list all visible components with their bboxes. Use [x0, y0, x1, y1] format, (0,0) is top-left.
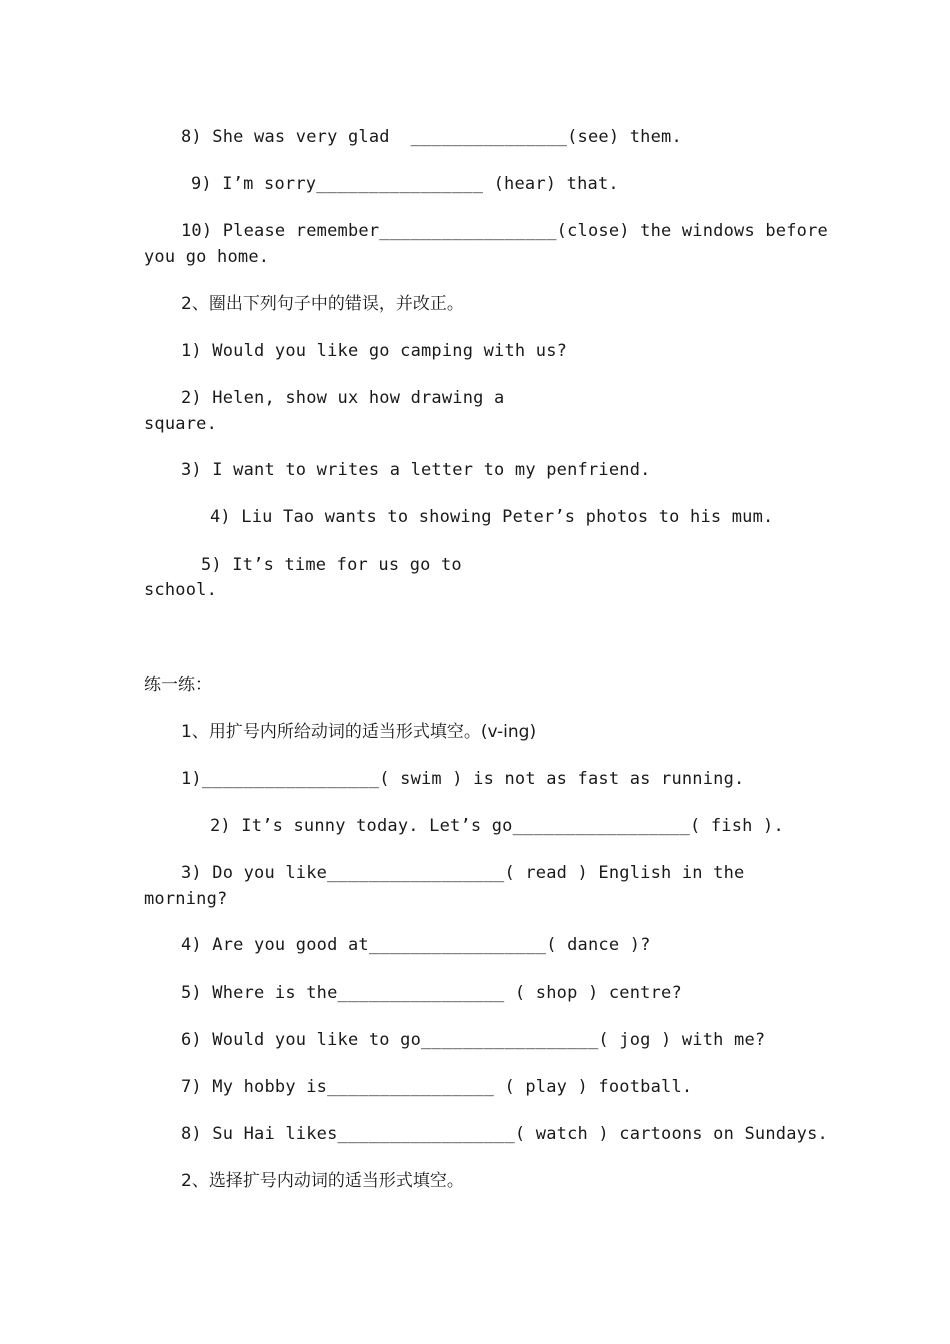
practice-item-5: 5) Where is the________________ ( shop ) centre? [181, 983, 682, 1003]
exercise-item-10-continued: you go home. [144, 247, 270, 267]
practice-item-3-continued: morning? [144, 889, 228, 909]
correction-item-3: 3) I want to writes a letter to my penfriend. [181, 460, 651, 480]
correction-item-2: 2) Helen, show ux how drawing a [181, 388, 505, 408]
practice-item-1: 1)_________________( swim ) is not as fast as running. [181, 769, 745, 789]
practice-item-2: 2) It’s sunny today. Let’s go_________________( fish ). [210, 816, 784, 836]
practice-item-6: 6) Would you like to go_________________( jog ) with me? [181, 1030, 766, 1050]
practice-item-3: 3) Do you like_________________( read ) English in the [181, 863, 745, 883]
practice-item-8: 8) Su Hai likes_________________( watch ) cartoons on Sundays. [181, 1124, 828, 1144]
exercise-item-8: 8) She was very glad _______________(see) them. [181, 127, 682, 147]
correction-item-5: 5) It’s time for us go to [201, 555, 462, 575]
correction-item-4: 4) Liu Tao wants to showing Peter’s photos to his mum. [210, 507, 774, 527]
correction-item-5-continued: school. [144, 580, 218, 600]
correction-item-2-continued: square. [144, 414, 218, 434]
exercise-item-9: 9) I’m sorry________________ (hear) that. [191, 174, 619, 194]
exercise-item-10: 10) Please remember_________________(close) the windows before [181, 221, 828, 241]
practice-section-1-heading: 1、用扩号内所给动词的适当形式填空。(v-ing) [181, 722, 537, 742]
practice-section-2-heading: 2、选择扩号内动词的适当形式填空。 [181, 1171, 464, 1191]
practice-heading: 练一练： [144, 675, 212, 695]
practice-item-7: 7) My hobby is________________ ( play ) football. [181, 1077, 693, 1097]
practice-item-4: 4) Are you good at_________________( dance )? [181, 935, 651, 955]
correction-item-1: 1) Would you like go camping with us? [181, 341, 568, 361]
section-heading-corrections: 2、圈出下列句子中的错误，并改正。 [181, 294, 464, 314]
